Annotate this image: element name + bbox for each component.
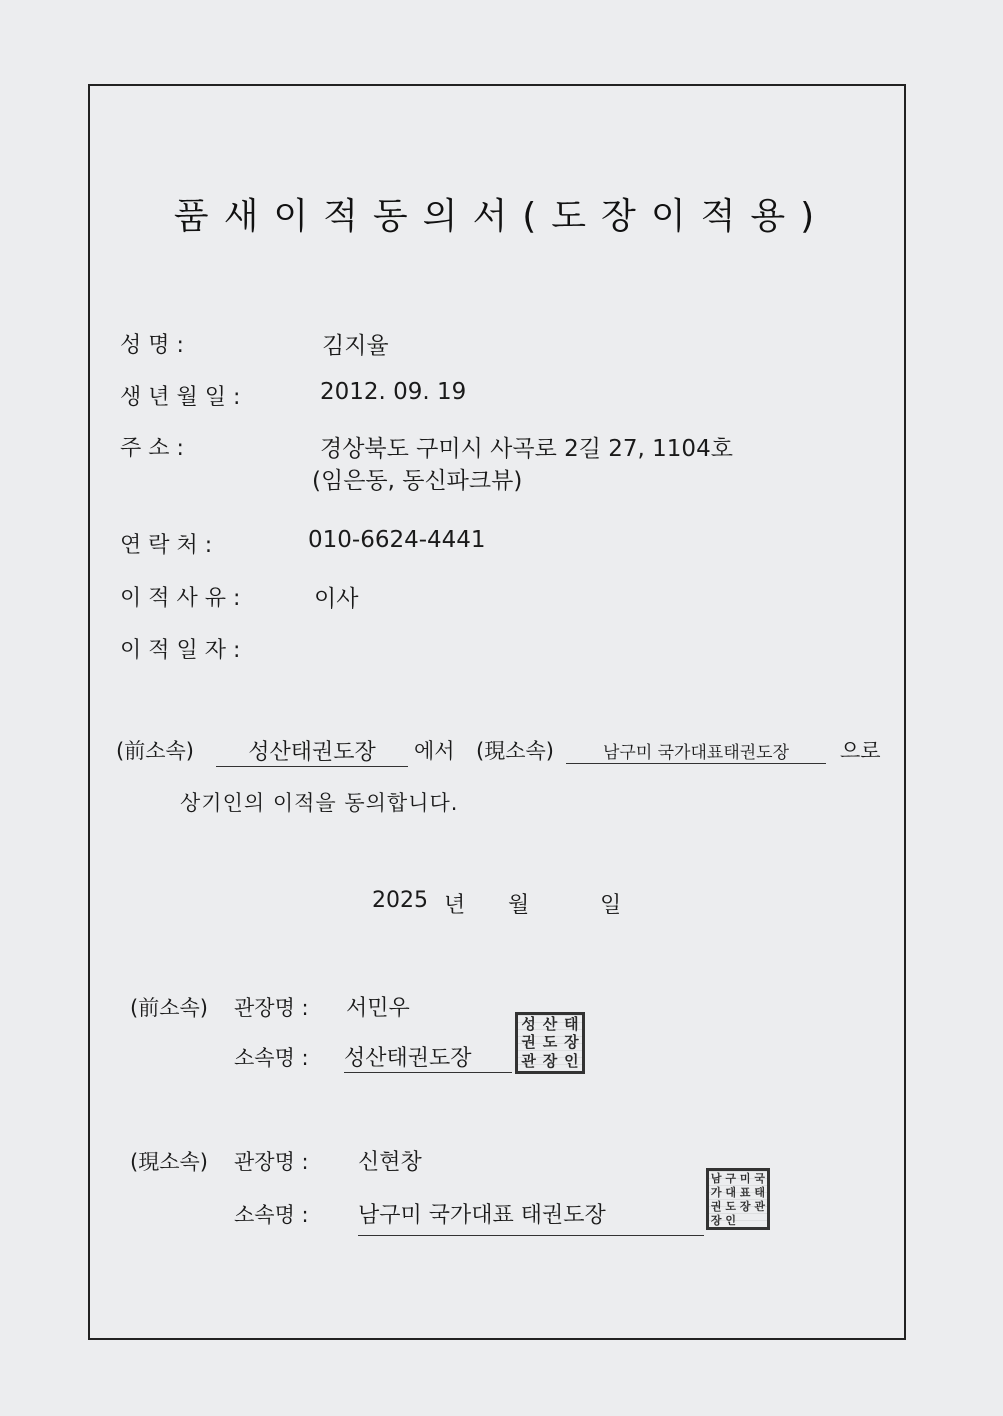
- prev-director-label: 관장명 :: [234, 996, 309, 1020]
- seal-glyph: 관: [754, 1199, 766, 1213]
- to-text: 으로: [840, 739, 881, 763]
- curr-affiliation-label: (現소속): [476, 739, 554, 763]
- reason-label: 이 적 사 유 :: [120, 586, 241, 611]
- prev-affiliation-label: (前소속): [116, 739, 194, 763]
- seal-glyph: 태: [564, 1014, 579, 1033]
- address-line2: (임은동, 동신파크뷰): [312, 468, 523, 494]
- address-label: 주 소 :: [120, 436, 184, 461]
- curr-gym-label: 소속명 :: [234, 1203, 309, 1227]
- address-line1: 경상북도 구미시 사곡로 2길 27, 1104호: [320, 436, 733, 462]
- prev-section-label: (前소속): [130, 996, 208, 1020]
- seal-glyph: 표: [739, 1185, 751, 1199]
- curr-director-name: 신현창: [358, 1150, 422, 1175]
- seal-glyph: 권: [710, 1199, 722, 1213]
- seal-glyph: 산: [542, 1014, 558, 1033]
- prev-director-name: 서민우: [346, 996, 410, 1021]
- seal-glyph: 관: [521, 1052, 536, 1071]
- prev-gym-blank: 성산태권도장: [216, 735, 408, 767]
- signing-month-unit: 월: [508, 893, 530, 918]
- seal-glyph: [753, 1213, 768, 1227]
- seal-glyph: 장: [739, 1199, 751, 1213]
- curr-director-label: 관장명 :: [234, 1150, 309, 1174]
- curr-gym-name: 남구미 국가대표 태권도장: [358, 1198, 704, 1236]
- seal-glyph: 도: [725, 1199, 737, 1213]
- curr-gym-seal: [706, 1168, 770, 1230]
- contact-label: 연 락 처 :: [120, 533, 213, 558]
- reason-value: 이사: [314, 586, 359, 612]
- prev-gym-seal: [515, 1012, 585, 1074]
- from-text: 에서: [414, 739, 455, 763]
- seal-glyph: 남: [710, 1171, 722, 1185]
- seal-glyph: 국: [754, 1171, 766, 1185]
- document-border: [88, 84, 906, 1340]
- seal-glyph: 미: [739, 1171, 751, 1185]
- document-title: 품새이적동의서(도장이적용): [173, 196, 830, 237]
- seal-glyph: 권: [521, 1033, 536, 1052]
- prev-gym-name: 성산태권도장: [344, 1041, 512, 1073]
- seal-glyph: 구: [725, 1171, 737, 1185]
- seal-glyph: [738, 1213, 753, 1227]
- prev-gym-label: 소속명 :: [234, 1046, 309, 1070]
- curr-gym-blank: 남구미 국가대표태권도장: [566, 738, 826, 764]
- transfer-date-label: 이 적 일 자 :: [120, 638, 241, 663]
- seal-glyph: 대: [725, 1185, 737, 1199]
- contact-value: 010-6624-4441: [308, 527, 486, 553]
- birth-label: 생 년 월 일 :: [120, 385, 241, 410]
- birth-value: 2012. 09. 19: [320, 379, 467, 405]
- seal-glyph: 인: [725, 1213, 737, 1227]
- name-value: 김지율: [322, 333, 389, 359]
- seal-glyph: 장: [710, 1213, 722, 1227]
- seal-glyph: 장: [542, 1052, 558, 1071]
- seal-glyph: 인: [564, 1052, 579, 1071]
- consent-statement: 상기인의 이적을 동의합니다.: [180, 791, 459, 815]
- signing-year-unit: 년: [444, 893, 466, 918]
- curr-section-label: (現소속): [130, 1150, 208, 1174]
- seal-glyph: 성: [521, 1014, 536, 1033]
- seal-glyph: 태: [754, 1185, 766, 1199]
- name-label: 성 명 :: [120, 333, 184, 358]
- signing-year: 2025: [372, 888, 428, 913]
- seal-glyph: 도: [542, 1033, 558, 1052]
- seal-glyph: 가: [710, 1185, 722, 1199]
- signing-day-unit: 일: [600, 893, 622, 918]
- seal-glyph: 장: [564, 1033, 579, 1052]
